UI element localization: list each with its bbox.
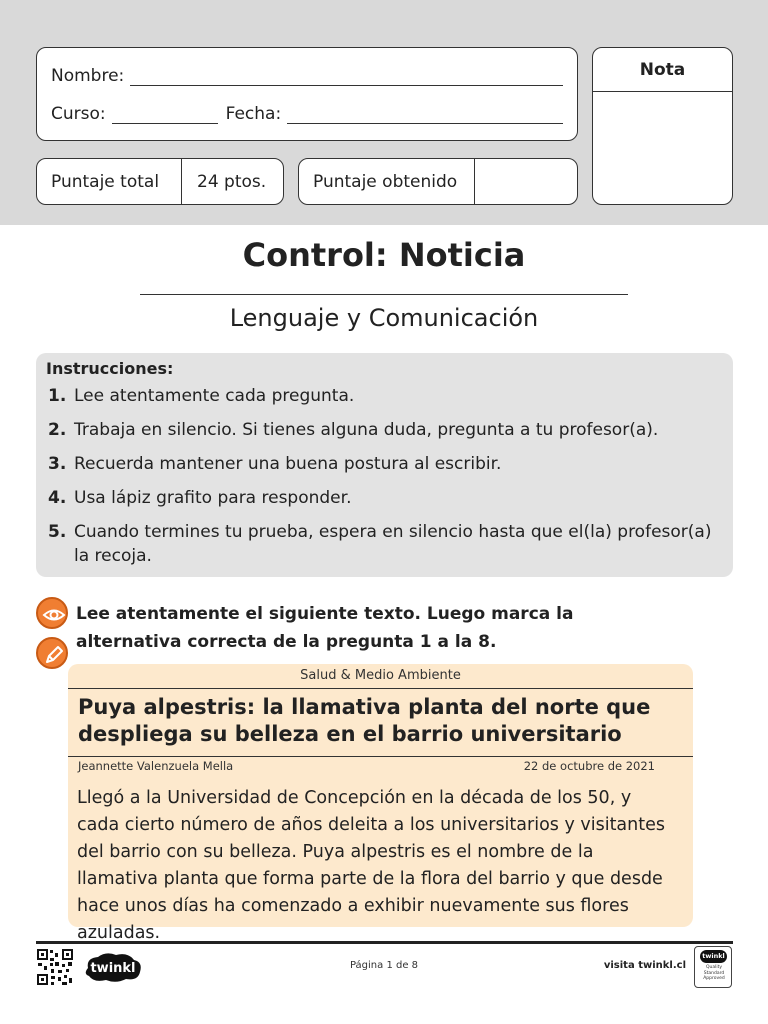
- instruction-item: [46, 384, 721, 408]
- nombre-row: [51, 66, 563, 86]
- instruction-text: Recuerda mantener una buena postura al escribir.: [74, 454, 502, 474]
- instruction-item: [46, 520, 721, 568]
- footer-divider: [36, 941, 733, 944]
- instructions-title: Instrucciones:: [46, 359, 174, 378]
- instruction-item: [46, 418, 721, 442]
- instruction-text: Lee atentamente cada pregunta.: [74, 386, 355, 406]
- badge-text: Quality Standard Approved: [703, 965, 725, 981]
- puntaje-total-label: Puntaje total: [37, 159, 182, 204]
- news-divider-middle: [68, 756, 693, 757]
- fecha-label: Fecha:: [225, 104, 282, 124]
- page-number: Página 1 de 8: [349, 960, 419, 971]
- puntaje-total-box: [36, 158, 284, 205]
- nota-field[interactable]: [593, 92, 732, 202]
- news-body: Llegó a la Universidad de Concepción en la década de los 50, y cada cierto número de años deleita a los universitarios y visitantes del barrio con su belleza. Puya alpestris es el nombre de la llamativa planta que forma parte de la flora del barrio y que desde hace unos días ha comenzado a exhibir nuevamente sus flores azuladas.: [77, 788, 665, 943]
- page-title: Control: Noticia: [242, 236, 526, 274]
- news-category: Salud & Medio Ambiente: [300, 668, 461, 683]
- student-info-box: [36, 47, 578, 141]
- badge-logo: twinkl: [700, 950, 727, 963]
- curso-field[interactable]: [112, 106, 218, 124]
- nombre-label: Nombre:: [51, 66, 125, 86]
- eye-icon: [36, 597, 68, 629]
- puntaje-obtenido-label: Puntaje obtenido: [299, 159, 475, 204]
- news-divider-top: [68, 688, 693, 689]
- curso-fecha-row: [51, 104, 563, 124]
- task-instruction: Lee atentamente el siguiente texto. Luego marca la alternativa correcta de la pregunta 1 a la 8.: [76, 604, 574, 652]
- instruction-number: 1.: [48, 386, 67, 406]
- instruction-number: 3.: [48, 454, 67, 474]
- instruction-number: 4.: [48, 488, 67, 508]
- instruction-number: 2.: [48, 420, 67, 440]
- news-date: 22 de octubre de 2021: [523, 759, 655, 773]
- instructions-list: [46, 384, 721, 568]
- instruction-text: Cuando termines tu prueba, espera en silencio hasta que el(la) profesor(a) la recoja.: [74, 522, 712, 566]
- puntaje-total-value: 24 ptos.: [197, 171, 267, 192]
- nota-label: Nota: [593, 48, 732, 92]
- instruction-number: 5.: [48, 522, 67, 542]
- instruction-text: Trabaja en silencio. Si tienes alguna duda, pregunta a tu profesor(a).: [74, 420, 659, 440]
- news-author: Jeannette Valenzuela Mella: [78, 759, 234, 773]
- instruction-text: Usa lápiz grafito para responder.: [74, 488, 352, 508]
- logo-text: twinkl: [90, 961, 136, 976]
- visit-link[interactable]: visita twinkl.cl: [603, 960, 686, 971]
- news-headline: Puya alpestris: la llamativa planta del norte que despliega su belleza en el barrio universitario: [78, 695, 651, 746]
- puntaje-obtenido-box: [298, 158, 578, 205]
- title-divider: [140, 294, 628, 295]
- news-article: [68, 664, 693, 943]
- page-subtitle: Lenguaje y Comunicación: [229, 304, 539, 332]
- instruction-item: [46, 486, 721, 510]
- nota-box: [592, 47, 733, 205]
- puntaje-obtenido-field[interactable]: [475, 159, 577, 204]
- instruction-item: [46, 452, 721, 476]
- pencil-icon: [36, 637, 68, 669]
- nombre-field[interactable]: [130, 68, 563, 86]
- instructions-panel: [36, 353, 733, 577]
- curso-label: Curso:: [51, 104, 106, 124]
- fecha-field[interactable]: [287, 106, 563, 124]
- quality-badge: [694, 946, 732, 988]
